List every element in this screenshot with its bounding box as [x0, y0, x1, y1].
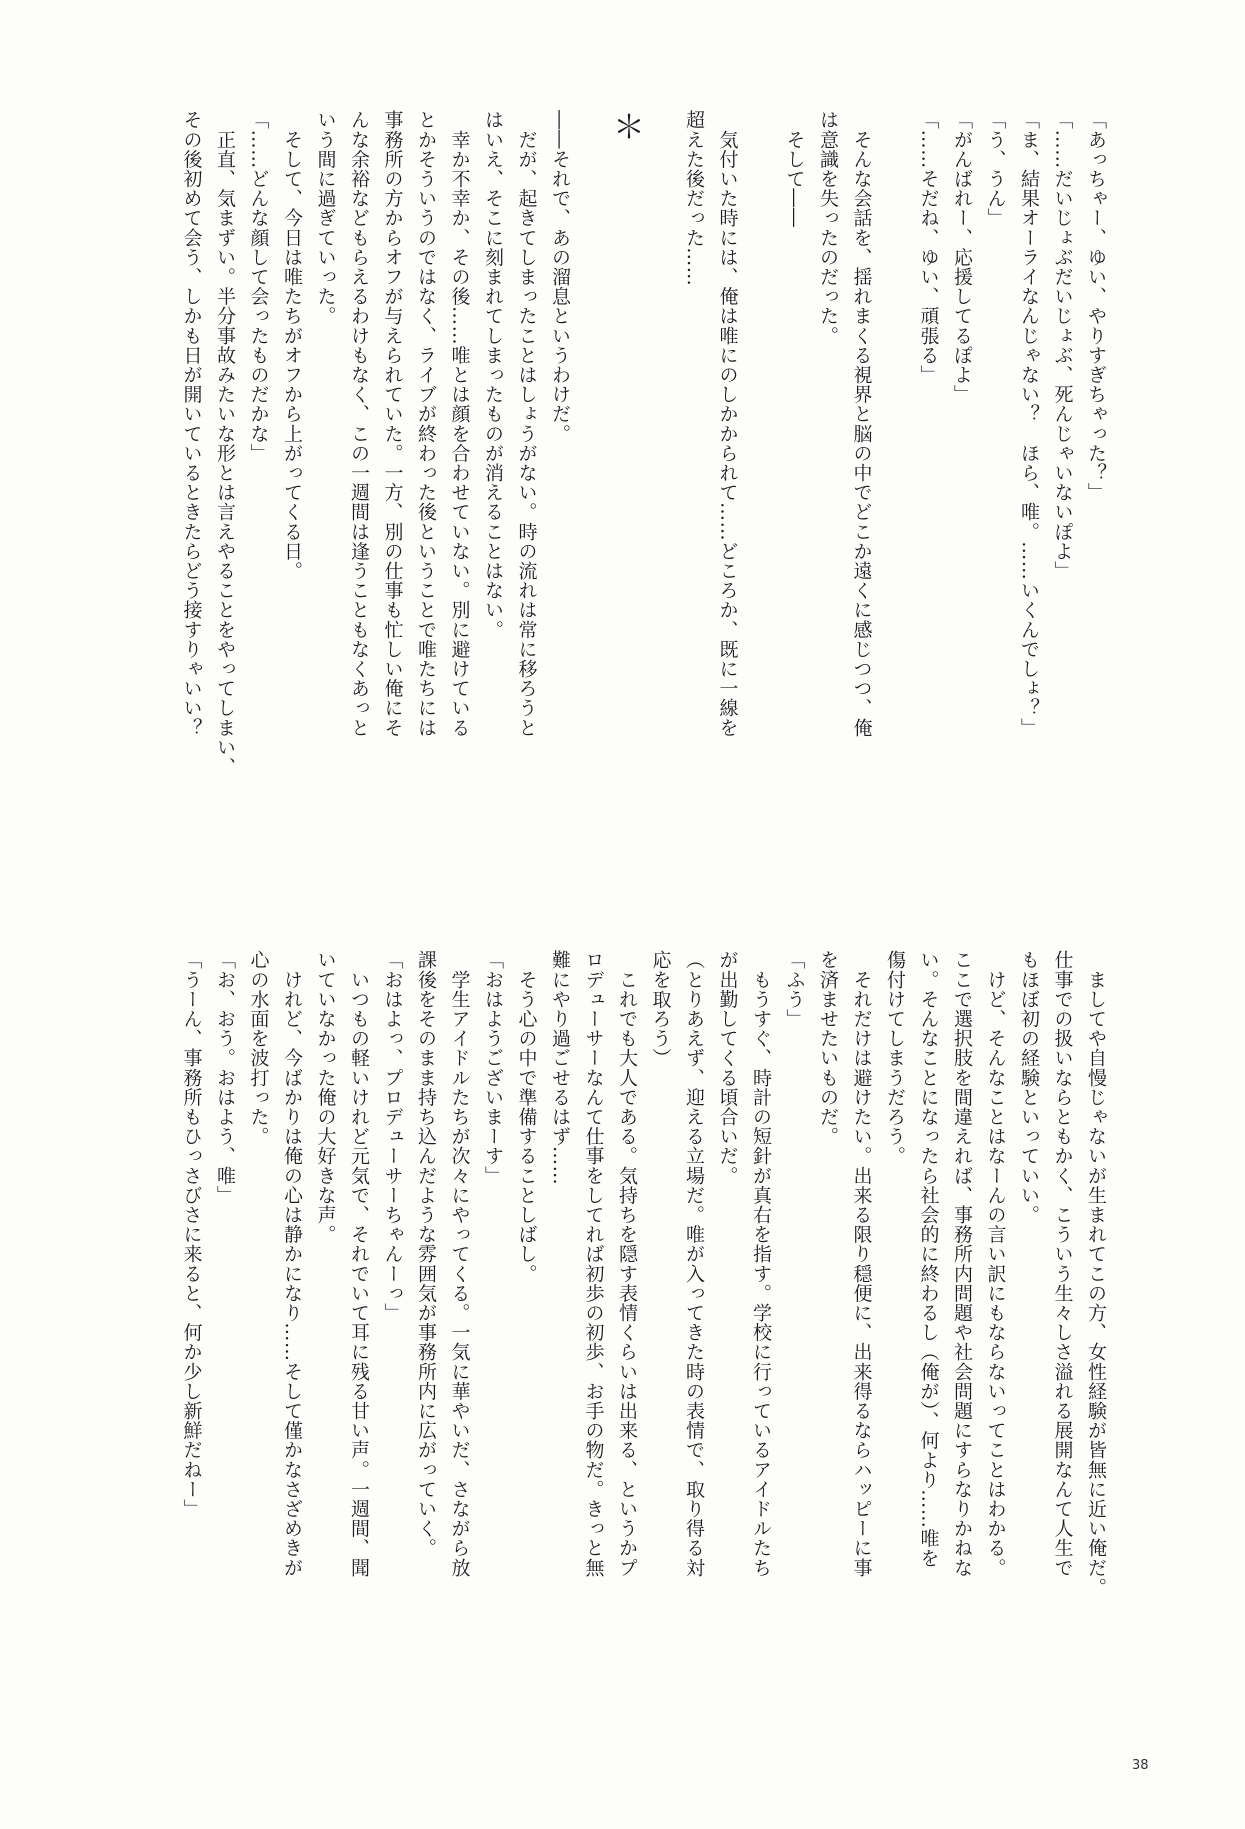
text-line: 「おはようございまーす」	[482, 950, 504, 1186]
text-line: 仕事での扱いならともかく、こういう生々しさ溢れる展開なんて人生で	[1051, 950, 1074, 1578]
text-line: 難にやり過ごせるはず……	[549, 950, 571, 1186]
text-line: 「ふう」	[783, 950, 806, 1029]
text-line: それだけは避けたい。出来る限り穏便に、出来得るならハッピーに事	[850, 950, 873, 1578]
text-line: もうすぐ、時計の短針が真右を指す。学校に行っているアイドルたち	[750, 950, 772, 1578]
text-line: 正直、気まずい。半分事故みたいな形とは言えやることをやってしまい、	[214, 110, 236, 777]
text-line: （とりあえず、迎える立場だ。唯が入ってきた時の表情で、取り得る対	[683, 950, 705, 1578]
text-line: けれど、今ばかりは俺の心は静かになり……そして僅かなさざめきが	[281, 950, 303, 1578]
text-line: いていなかった俺の大好きな声。	[314, 950, 337, 1244]
text-line: だが、起きてしまったことはしょうがない。時の流れは常に移ろうと	[515, 110, 538, 738]
text-line: そして、今日は唯たちがオフから上がってくる日。	[281, 110, 303, 581]
text-line: ロデューサーなんて仕事をしてれば初歩の初歩、お手の物だ。きっと無	[582, 950, 605, 1578]
text-line: これでも大人である。気持ちを隠す表情くらいは出来る、というかプ	[616, 950, 638, 1578]
text-line: ましてや自慢じゃないが生まれてこの方、女性経験が皆無に近い俺だ。	[1085, 950, 1107, 1597]
lower-text-block	[122, 950, 1112, 1710]
text-line: 心の水面を波打った。	[247, 950, 270, 1146]
text-line: い。そんなことになったら社会的に終わるし（俺が）、何より……唯を	[917, 950, 940, 1568]
text-line: 「うーん、事務所もひっさびさに来ると、何か少し新鮮だねー」	[180, 950, 203, 1519]
text-line: はいえ、そこに刻まれてしまったものが消えることはない。	[482, 110, 504, 640]
text-line: もほぼ初の経験といっていい。	[1018, 950, 1040, 1225]
text-line: とかそういうのではなく、ライブが終わった後ということで唯たちには	[415, 110, 437, 738]
text-line: そう心の中で準備することしばし。	[515, 950, 538, 1284]
text-line	[576, 110, 610, 840]
text-line: 「あっちゃー、ゆい、やりすぎちゃった？」	[1085, 110, 1107, 502]
text-line	[643, 110, 677, 840]
text-line: 「お、おう。おはよう、唯」	[214, 950, 236, 1205]
text-line: 幸か不幸か、その後……唯とは顔を合わせていない。別に避けている	[448, 110, 471, 738]
text-line: 「……どんな顔して会ったものだかな」	[247, 110, 270, 463]
text-line: 学生アイドルたちが次々にやってくる。一気に華やいだ、さながら放	[448, 950, 471, 1578]
upper-text-block	[122, 110, 1112, 840]
text-line: そんな会話を、揺れまくる視界と脳の中でどこか遠くに感じつつ、俺	[850, 110, 873, 738]
text-line: 「……そだね、ゆい、頑張る」	[917, 110, 940, 385]
text-line: 「がんばれー、応援してるぽよ」	[951, 110, 973, 404]
text-line: 「おはよっ、プロデューサーちゃんーっ」	[381, 950, 404, 1323]
page-number: 38	[1132, 1758, 1149, 1773]
text-line: 気付いた時には、俺は唯にのしかかられて……どころか、既に一線を	[716, 110, 739, 738]
text-line: んな余裕などもらえるわけもなく、この一週間は逢うこともなくあっと	[348, 110, 370, 738]
text-line: は意識を失ったのだった。	[817, 110, 839, 346]
text-line: が出勤してくる頃合いだ。	[716, 950, 739, 1186]
text-line: 「ま、結果オーライなんじゃない？ ほら、唯。……いくんでしょ？」	[1018, 110, 1040, 738]
text-line: 「……だいじょぶだいじょぶ、死んじゃいないぽよ」	[1051, 110, 1074, 581]
text-line: 傷付けてしまうだろう。	[884, 950, 906, 1166]
text-line	[744, 110, 778, 840]
text-line: いう間に過ぎていった。	[314, 110, 337, 326]
text-line: 課後をそのまま持ち込んだような雰囲気が事務所内に広がっていく。	[415, 950, 437, 1558]
text-line: を済ませたいものだ。	[817, 950, 839, 1146]
text-line	[878, 110, 912, 840]
text-line: けど、そんなことはなーんの言い訳にもならないってことはわかる。	[984, 950, 1007, 1578]
text-line: いつもの軽いけれど元気で、それでいて耳に残る甘い声。一週間、聞	[348, 950, 370, 1578]
text-line: ――それで、あの溜息というわけだ。	[549, 110, 571, 444]
text-line: ここで選択肢を間違えれば、事務所内問題や社会問題にすらなりかねな	[951, 950, 973, 1578]
scene-break-asterisk: ＊	[608, 110, 646, 143]
text-line: そして――	[783, 110, 806, 228]
text-line: その後初めて会う、しかも日が開いているときたらどう接すりゃいい？	[180, 110, 203, 738]
text-line: 「う、うん」	[984, 110, 1007, 228]
text-line: 応を取ろう）	[649, 950, 672, 1068]
text-line: 超えた後だった……	[683, 110, 705, 287]
text-line: 事務所の方からオフが与えられていた。一方、別の仕事も忙しい俺にそ	[381, 110, 404, 738]
